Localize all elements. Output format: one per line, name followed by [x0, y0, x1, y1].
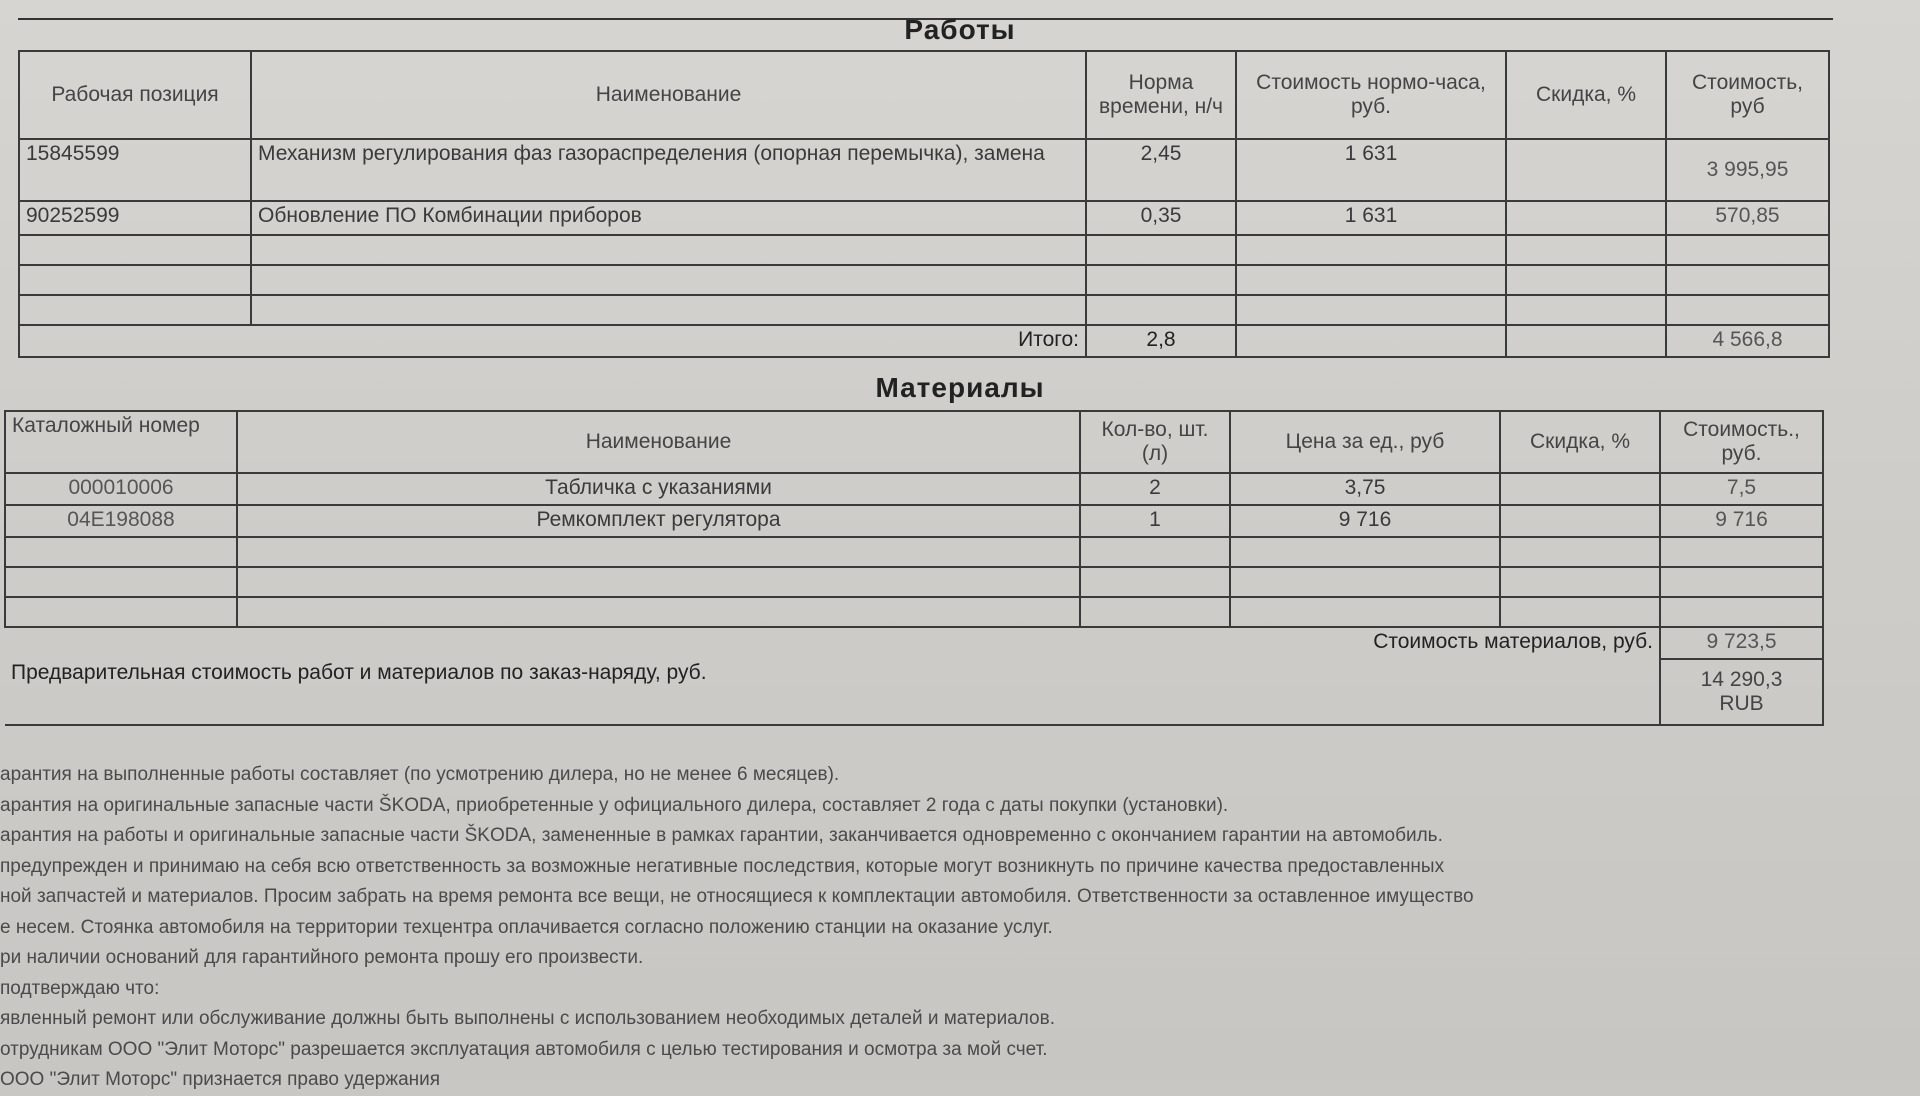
- note-line: е несем. Стоянка автомобиля на территории техцентра оплачивается согласно положению станции на оказание услуг.: [0, 916, 1053, 938]
- works-header-name: Наименование: [251, 51, 1086, 139]
- materials-header-catalog: Каталожный номер: [5, 411, 237, 473]
- materials-subtotal-label: Стоимость материалов, руб.: [5, 627, 1660, 659]
- material-price: 9 716: [1230, 505, 1500, 537]
- work-rate: 1 631: [1236, 201, 1506, 235]
- works-total-label: Итого:: [19, 325, 1086, 357]
- table-row: [19, 201, 1829, 235]
- empty-row: [5, 597, 1823, 627]
- work-name: Механизм регулирования фаз газораспределения (опорная перемычка), замена: [251, 139, 1086, 201]
- work-discount: [1506, 139, 1666, 201]
- works-total-cost: 4 566,8: [1666, 325, 1829, 357]
- note-line: ри наличии оснований для гарантийного ремонта прошу его произвести.: [0, 947, 644, 968]
- work-norm: 2,45: [1086, 139, 1236, 201]
- materials-header-name: Наименование: [237, 411, 1080, 473]
- works-total-row: [19, 325, 1829, 357]
- work-cost: 3 995,95: [1666, 139, 1829, 201]
- table-row: [5, 473, 1823, 505]
- note-line: подтверждаю что:: [0, 977, 160, 999]
- empty-row: [5, 567, 1823, 597]
- work-cost: 570,85: [1666, 201, 1829, 235]
- grand-total-row: [5, 659, 1823, 725]
- work-name: Обновление ПО Комбинации приборов: [251, 201, 1086, 235]
- material-price: 3,75: [1230, 473, 1500, 505]
- table-row: [19, 139, 1829, 201]
- works-header-discount: Скидка, %: [1506, 51, 1666, 139]
- material-cost: 9 716: [1660, 505, 1823, 537]
- work-position: 15845599: [19, 139, 251, 201]
- materials-header-row: [5, 411, 1823, 473]
- empty-row: [19, 265, 1829, 295]
- material-catalog: 000010006: [5, 473, 237, 505]
- works-header-cost: Стоимость, руб: [1666, 51, 1829, 139]
- material-name: Табличка с указаниями: [237, 473, 1080, 505]
- note-line: арантия на работы и оригинальные запасные части ŠKODA, замененные в рамках гарантии, заканчивается одновременно с окончанием гарантии на автомобиль.: [0, 825, 1443, 846]
- empty-row: [19, 295, 1829, 325]
- grand-total-value: 14 290,3: [1700, 668, 1783, 691]
- materials-subtotal-value: 9 723,5: [1660, 627, 1823, 659]
- materials-header-discount: Скидка, %: [1500, 411, 1660, 473]
- terms-notes: [0, 760, 1800, 1096]
- materials-header-qty: Кол-во, шт. (л): [1080, 411, 1230, 473]
- note-line: ной запчастей и материалов. Просим забрать на время ремонта все вещи, не относящиеся к комплектации автомобиля. Ответственности за оставленное имущество: [0, 886, 1474, 907]
- works-total-norm: 2,8: [1086, 325, 1236, 357]
- note-line: ООО "Элит Моторс" признается право удержания: [0, 1069, 441, 1090]
- materials-subtotal-row: [5, 627, 1823, 659]
- works-section-title: Работы: [904, 14, 1016, 45]
- grand-total-cell: [1660, 659, 1823, 725]
- material-qty: 2: [1080, 473, 1230, 505]
- work-norm: 0,35: [1086, 201, 1236, 235]
- empty-row: [5, 537, 1823, 567]
- materials-header-cost: Стоимость., руб.: [1660, 411, 1823, 473]
- work-position: 90252599: [19, 201, 251, 235]
- work-discount: [1506, 201, 1666, 235]
- table-row: [5, 505, 1823, 537]
- works-header-position: Рабочая позиция: [19, 51, 251, 139]
- material-discount: [1500, 473, 1660, 505]
- note-line: арантия на оригинальные запасные части ŠKODA, приобретенные у официального дилера, составляет 2 года с даты покупки (установки).: [0, 794, 1229, 816]
- empty-row: [19, 235, 1829, 265]
- work-rate: 1 631: [1236, 139, 1506, 201]
- works-header-row: [19, 51, 1829, 139]
- note-line: арантия на выполненные работы составляет (по усмотрению дилера, но не менее 6 месяцев).: [0, 764, 840, 785]
- works-header-norm: Норма времени, н/ч: [1086, 51, 1236, 139]
- material-cost: 7,5: [1660, 473, 1823, 505]
- material-qty: 1: [1080, 505, 1230, 537]
- note-line: отрудникам ООО "Элит Моторс" разрешается эксплуатация автомобиля с целью тестирования и осмотра за мой счет.: [0, 1038, 1048, 1060]
- material-discount: [1500, 505, 1660, 537]
- works-table: [18, 50, 1830, 358]
- materials-header-price: Цена за ед., руб: [1230, 411, 1500, 473]
- note-line: предупрежден и принимаю на себя всю ответственность за возможные негативные последствия, которые могут возникнуть по причине качества предоставленных: [0, 855, 1445, 877]
- grand-total-currency: RUB: [1719, 692, 1764, 715]
- material-catalog: 04E198088: [5, 505, 237, 537]
- materials-section-title: Материалы: [875, 372, 1045, 403]
- note-line: явленный ремонт или обслуживание должны быть выполнены с использованием необходимых деталей и материалов.: [0, 1008, 1055, 1029]
- materials-table: [4, 410, 1824, 726]
- material-name: Ремкомплект регулятора: [237, 505, 1080, 537]
- works-header-rate: Стоимость нормо-часа, руб.: [1236, 51, 1506, 139]
- grand-total-label: Предварительная стоимость работ и материалов по заказ-наряду, руб.: [5, 659, 1660, 725]
